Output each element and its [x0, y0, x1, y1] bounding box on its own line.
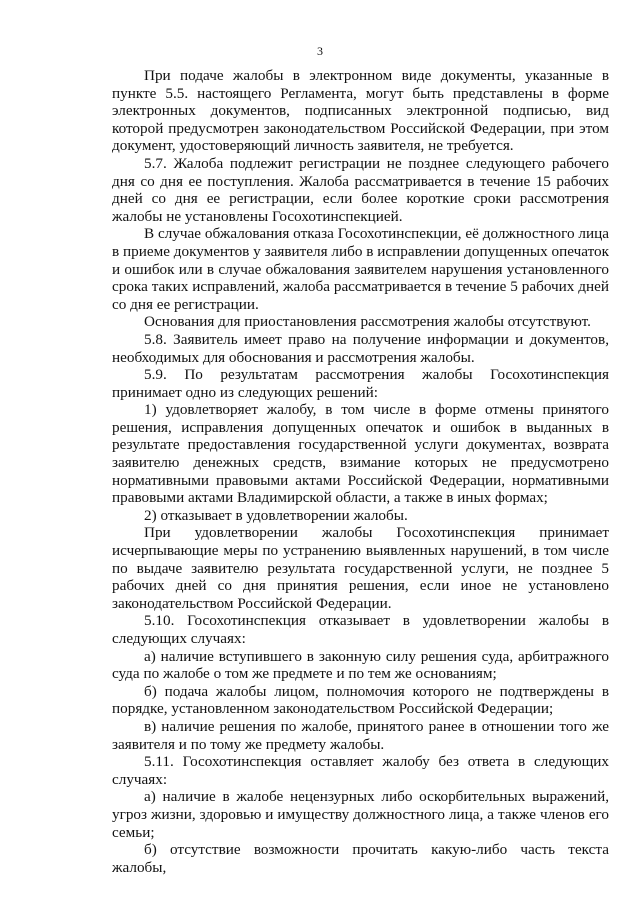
paragraph: При подаче жалобы в электронном виде документы, указанные в пункте 5.5. настоящего Регламента, могут быть представлены в форме электронных документов, подписанных электронной подписью, вид которой предусмотрен законодательством Российской Федерации, при этом документ, удостоверяющий личность заявителя, не требуется. [112, 67, 609, 155]
paragraph: а) наличие в жалобе нецензурных либо оскорбительных выражений, угроз жизни, здоровью и имуществу должностного лица, а также членов его семьи; [112, 788, 609, 841]
paragraph: В случае обжалования отказа Госохотинспекции, её должностного лица в приеме документов у заявителя либо в исправлении допущенных опечаток и ошибок или в случае обжалования заявителем нарушения установленного срока таких исправлений, жалоба рассматривается в течение 5 рабочих дней со дня ее регистрации. [112, 225, 609, 313]
paragraph: Основания для приостановления рассмотрения жалобы отсутствуют. [144, 313, 591, 331]
document-body [112, 67, 609, 876]
paragraph: 5.11. Госохотинспекция оставляет жалобу без ответа в следующих случаях: [112, 753, 609, 788]
paragraph: 1) удовлетворяет жалобу, в том числе в форме отмены принятого решения, исправления допущенных опечаток и ошибок в выданных в результате предоставления государственной услуги документах, возврата заявителю денежных средств, взимание которых не предусмотрено нормативными правовыми актами Российской Федерации, нормативными правовыми актами Владимирской области, а также в иных формах; [112, 401, 609, 507]
paragraph: 5.8. Заявитель имеет право на получение информации и документов, необходимых для обоснования и рассмотрения жалобы. [112, 330, 609, 366]
paragraph: 5.10. Госохотинспекция отказывает в удовлетворении жалобы в следующих случаях: [112, 612, 609, 647]
paragraph: 5.7. Жалоба подлежит регистрации не позднее следующего рабочего дня со дня ее поступления. Жалоба рассматривается в течение 15 рабочих дней со дня ее регистрации, если более короткие сроки рассмотрения жалобы не установлены Госохотинспекцией. [112, 154, 609, 225]
paragraph: 5.9. По результатам рассмотрения жалобы Госохотинспекция принимает одно из следующих решений: [112, 366, 609, 401]
paragraph: б) отсутствие возможности прочитать какую-либо часть текста жалобы, [112, 841, 609, 876]
paragraph: а) наличие вступившего в законную силу решения суда, арбитражного суда по жалобе о том же предмете и по тем же основаниям; [112, 647, 609, 683]
page-number: 3 [317, 44, 323, 58]
paragraph: При удовлетворении жалобы Госохотинспекция принимает исчерпывающие меры по устранению выявленных нарушений, в том числе по выдаче заявителю результата государственной услуги, не позднее 5 рабочих дней со дня принятия решения, если иное не установлено законодательством Российской Федерации. [112, 524, 609, 612]
paragraph: 2) отказывает в удовлетворении жалобы. [144, 506, 408, 524]
paragraph: в) наличие решения по жалобе, принятого ранее в отношении того же заявителя и по тому же предмету жалобы. [112, 717, 609, 753]
paragraph: б) подача жалобы лицом, полномочия которого не подтверждены в порядке, установленном законодательством Российской Федерации; [112, 682, 609, 718]
